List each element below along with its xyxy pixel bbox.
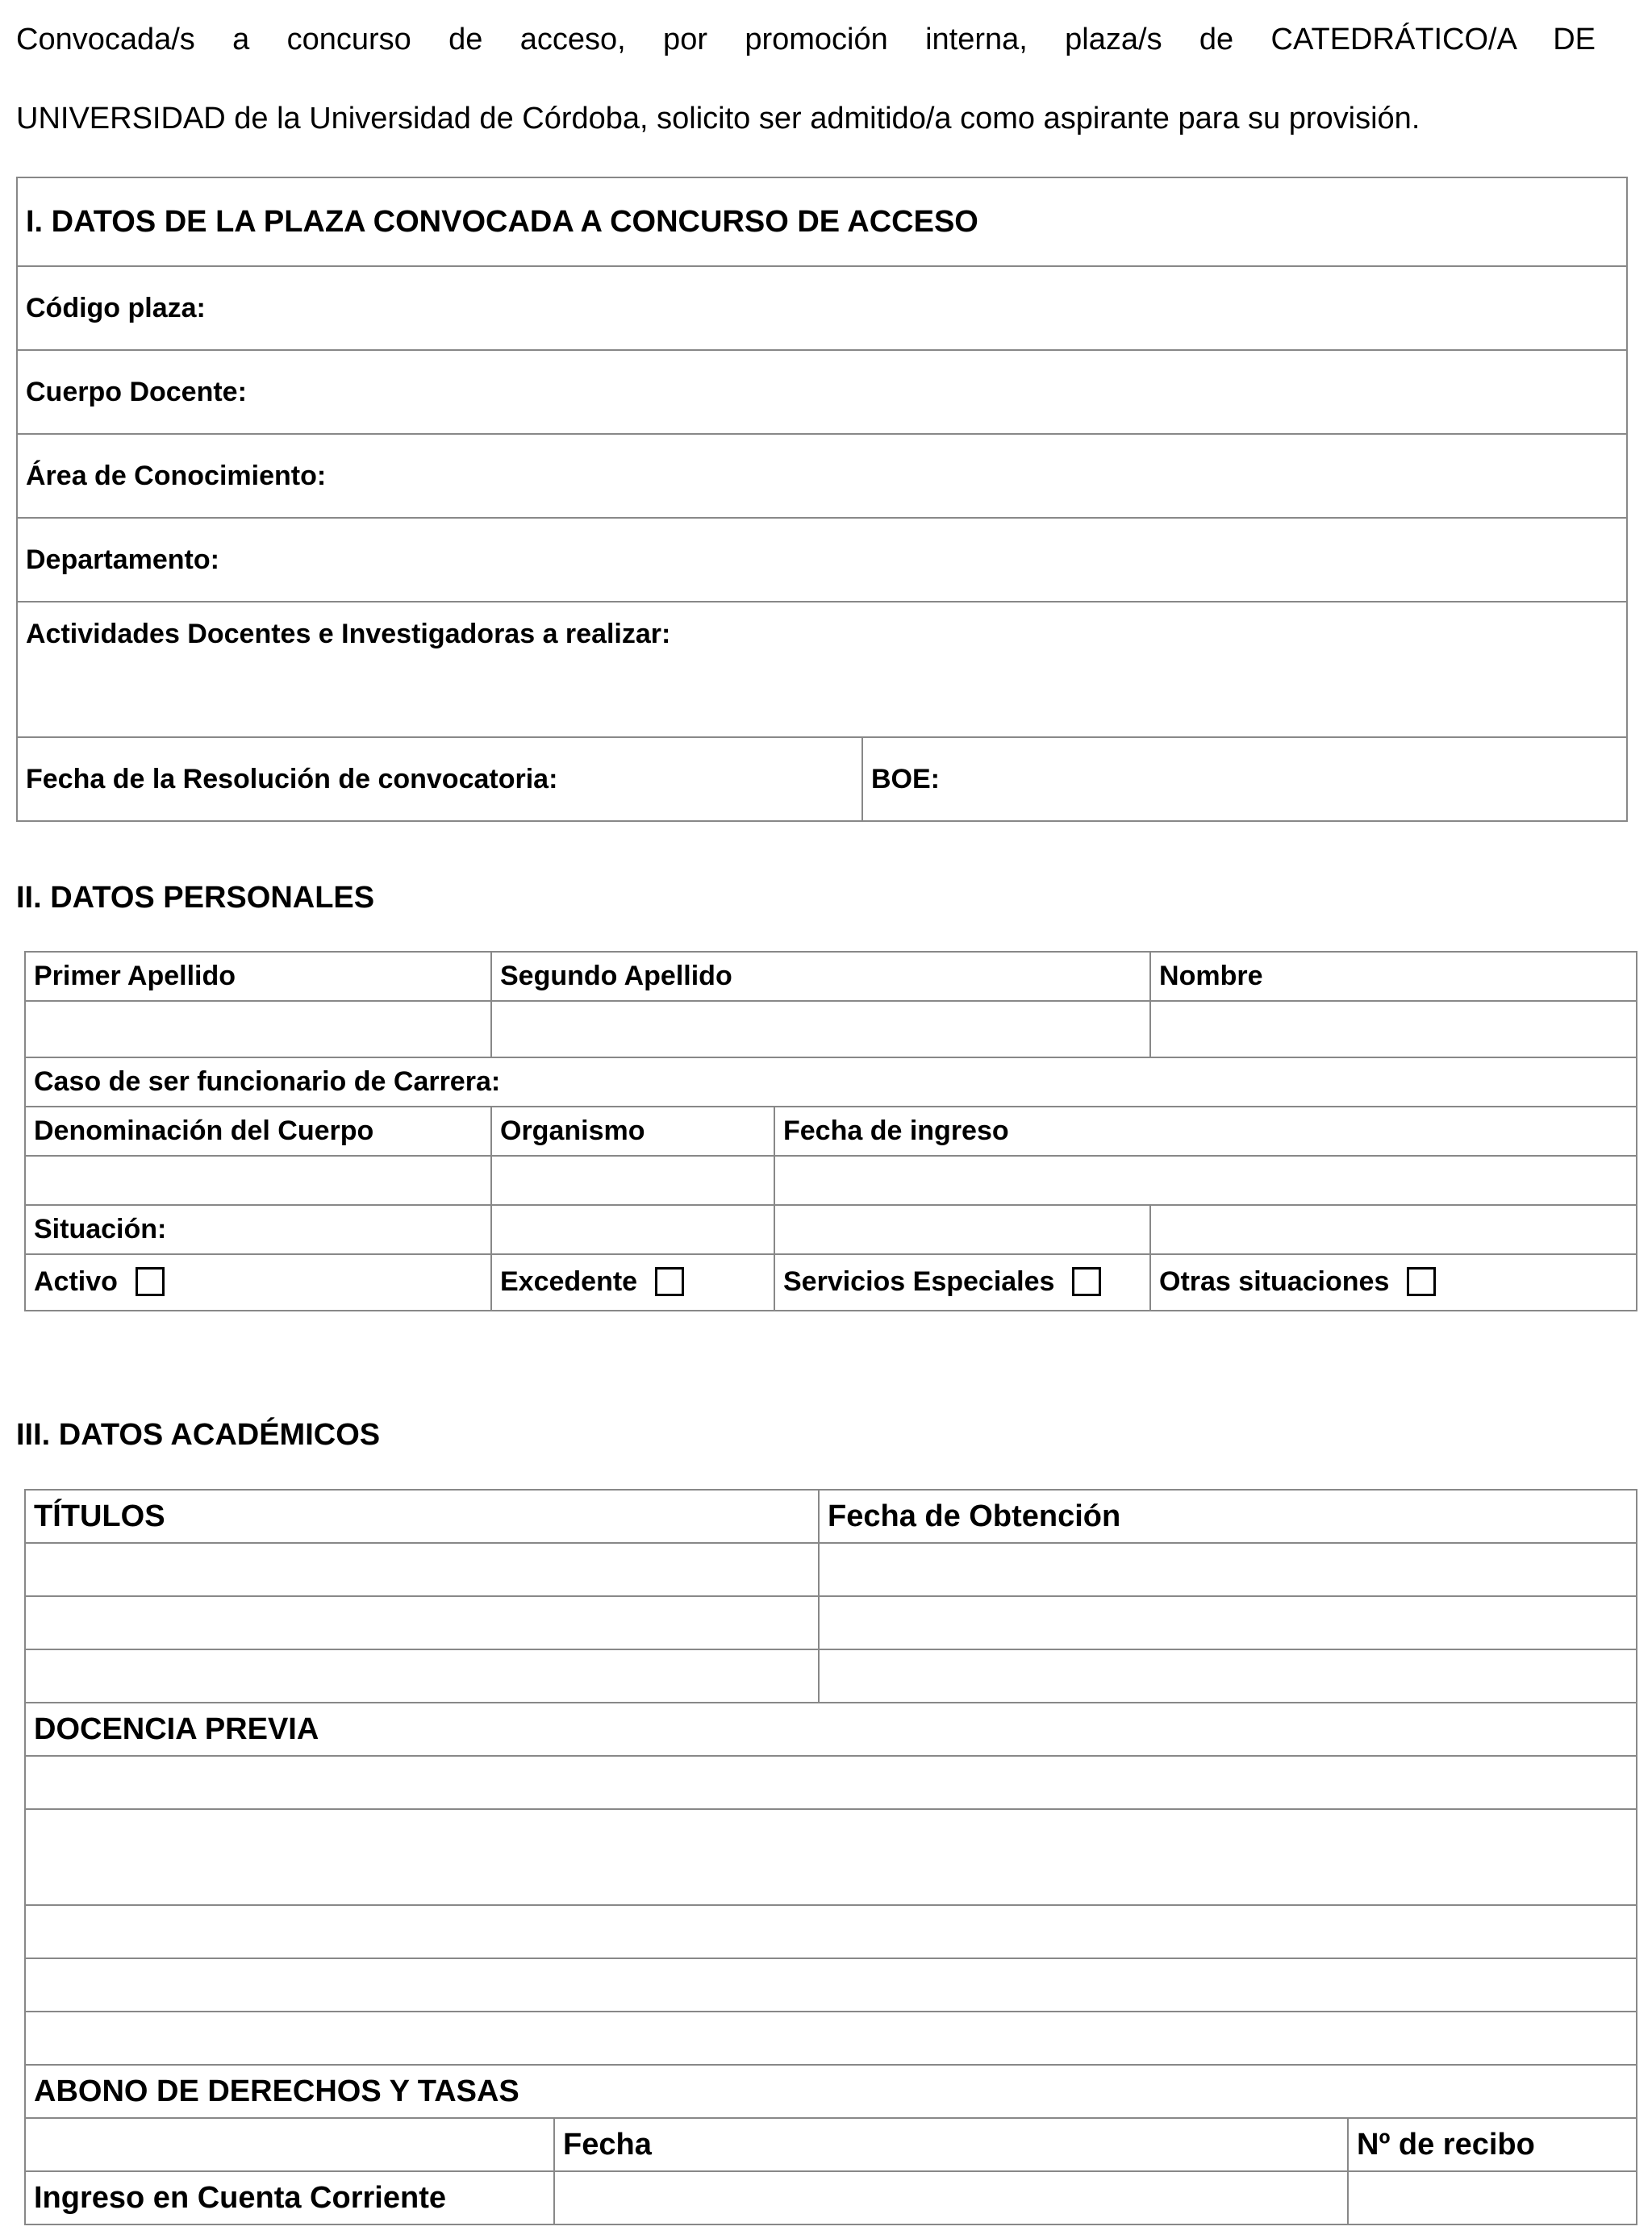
fecha-ingreso-header: Fecha de ingreso bbox=[774, 1107, 1637, 1156]
intro-line-1: Convocada/s a concurso de acceso, por promoción interna, plaza/s de CATEDRÁTICO/A DE bbox=[16, 23, 1596, 56]
titulo-input[interactable] bbox=[25, 1649, 819, 1703]
caso-funcionario-label: Caso de ser funcionario de Carrera: bbox=[25, 1057, 1637, 1107]
docencia-previa-header: DOCENCIA PREVIA bbox=[25, 1703, 1637, 1756]
primer-apellido-header: Primer Apellido bbox=[25, 952, 491, 1001]
otras-situaciones-option bbox=[1150, 1254, 1637, 1311]
actividades-field[interactable] bbox=[17, 602, 1627, 737]
personal-data-table bbox=[24, 951, 1637, 1311]
fecha-ingreso-input[interactable] bbox=[774, 1156, 1637, 1205]
plaza-data-table bbox=[16, 177, 1628, 822]
fecha-obtencion-input[interactable] bbox=[819, 1649, 1637, 1703]
excedente-label: Excedente bbox=[500, 1266, 638, 1298]
fecha-header: Fecha bbox=[554, 2118, 1348, 2171]
cuerpo-docente-field[interactable] bbox=[17, 350, 1627, 434]
segundo-apellido-header: Segundo Apellido bbox=[491, 952, 1150, 1001]
organismo-header: Organismo bbox=[491, 1107, 774, 1156]
titulo-input[interactable] bbox=[25, 1596, 819, 1649]
section-1-title: I. DATOS DE LA PLAZA CONVOCADA A CONCURSO DE ACCESO bbox=[17, 177, 1627, 266]
titulos-header: TÍTULOS bbox=[25, 1490, 819, 1543]
denominacion-cuerpo-input[interactable] bbox=[25, 1156, 491, 1205]
abono-header: ABONO DE DERECHOS Y TASAS bbox=[25, 2065, 1637, 2118]
docencia-previa-input[interactable] bbox=[25, 1756, 1637, 1809]
docencia-previa-input[interactable] bbox=[25, 2012, 1637, 2065]
fecha-resolucion-label: Fecha de la Resolución de convocatoria: bbox=[26, 763, 558, 794]
ingreso-cuenta-label: Ingreso en Cuenta Corriente bbox=[25, 2171, 554, 2224]
codigo-plaza-field[interactable] bbox=[17, 266, 1627, 350]
actividades-label: Actividades Docentes e Investigadoras a realizar: bbox=[26, 619, 671, 649]
servicios-especiales-option bbox=[774, 1254, 1150, 1311]
cuerpo-docente-label: Cuerpo Docente: bbox=[26, 376, 247, 407]
departamento-field[interactable] bbox=[17, 518, 1627, 602]
servicios-especiales-label: Servicios Especiales bbox=[783, 1266, 1055, 1298]
num-recibo-header: Nº de recibo bbox=[1348, 2118, 1637, 2171]
ingreso-fecha-input[interactable] bbox=[554, 2171, 1348, 2224]
area-conocimiento-field[interactable] bbox=[17, 434, 1627, 518]
excedente-checkbox[interactable] bbox=[655, 1267, 684, 1296]
activo-checkbox[interactable] bbox=[136, 1267, 165, 1296]
docencia-previa-input[interactable] bbox=[25, 1905, 1637, 1958]
abono-blank-cell bbox=[25, 2118, 554, 2171]
docencia-previa-input[interactable] bbox=[25, 1958, 1637, 2012]
otras-situaciones-checkbox[interactable] bbox=[1407, 1267, 1436, 1296]
academic-data-table bbox=[24, 1489, 1637, 2225]
activo-label: Activo bbox=[34, 1266, 118, 1298]
section-3-title: III. DATOS ACADÉMICOS bbox=[16, 1418, 381, 1452]
titulo-input[interactable] bbox=[25, 1543, 819, 1596]
otras-situaciones-label: Otras situaciones bbox=[1159, 1266, 1390, 1298]
situacion-label: Situación: bbox=[25, 1205, 491, 1254]
organismo-input[interactable] bbox=[491, 1156, 774, 1205]
activo-option bbox=[25, 1254, 491, 1311]
situacion-blank-cell bbox=[491, 1205, 774, 1254]
fecha-obtencion-input[interactable] bbox=[819, 1596, 1637, 1649]
departamento-label: Departamento: bbox=[26, 544, 219, 575]
fecha-obtencion-header: Fecha de Obtención bbox=[819, 1490, 1637, 1543]
section-2-title: II. DATOS PERSONALES bbox=[16, 881, 375, 915]
excedente-option bbox=[491, 1254, 774, 1311]
fecha-resolucion-field[interactable] bbox=[17, 737, 862, 821]
area-conocimiento-label: Área de Conocimiento: bbox=[26, 460, 327, 491]
docencia-previa-input[interactable] bbox=[25, 1809, 1637, 1905]
boe-field[interactable] bbox=[862, 737, 1627, 821]
segundo-apellido-input[interactable] bbox=[491, 1001, 1150, 1057]
denominacion-cuerpo-header: Denominación del Cuerpo bbox=[25, 1107, 491, 1156]
nombre-input[interactable] bbox=[1150, 1001, 1637, 1057]
situacion-blank-cell bbox=[1150, 1205, 1637, 1254]
fecha-obtencion-input[interactable] bbox=[819, 1543, 1637, 1596]
primer-apellido-input[interactable] bbox=[25, 1001, 491, 1057]
ingreso-recibo-input[interactable] bbox=[1348, 2171, 1637, 2224]
situacion-blank-cell bbox=[774, 1205, 1150, 1254]
boe-label: BOE: bbox=[871, 763, 940, 794]
intro-line-2: UNIVERSIDAD de la Universidad de Córdoba, solicito ser admitido/a como aspirante para su provisión. bbox=[16, 102, 1420, 136]
nombre-header: Nombre bbox=[1150, 952, 1637, 1001]
codigo-plaza-label: Código plaza: bbox=[26, 292, 206, 323]
servicios-especiales-checkbox[interactable] bbox=[1072, 1267, 1101, 1296]
